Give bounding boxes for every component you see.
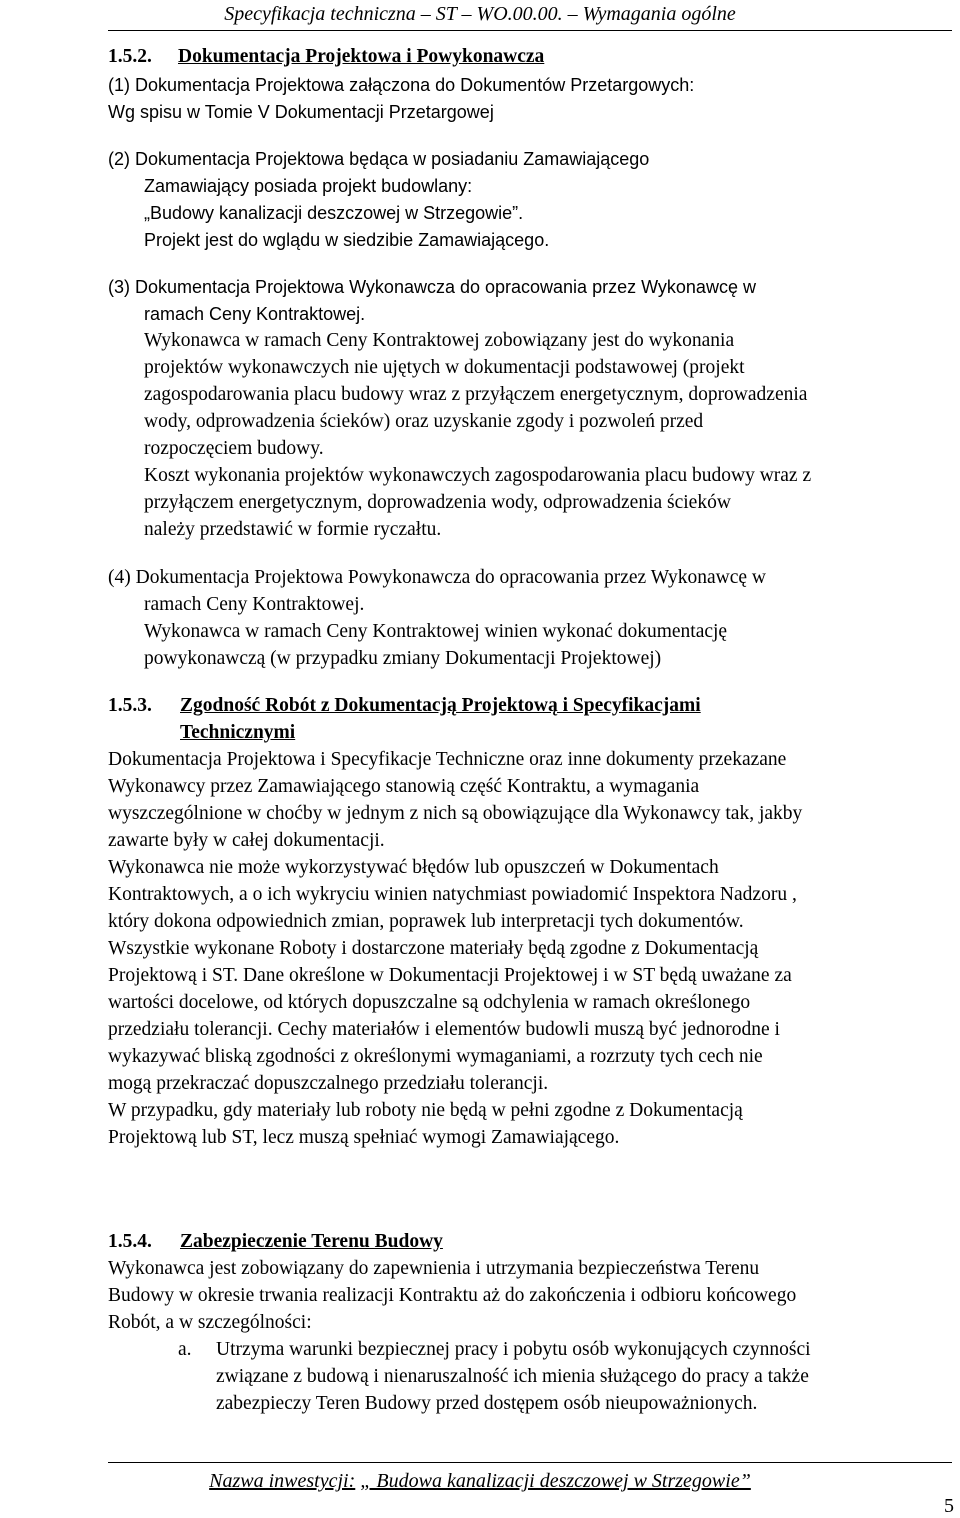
header-rule <box>108 30 952 31</box>
item-1-text: Wg spisu w Tomie V Dokumentacji Przetargowej <box>108 102 494 122</box>
section-number: 1.5.3. <box>108 695 152 716</box>
list-item-line: związane z budową i nienaruszalność ich mienia służącego do pracy a także <box>216 1366 809 1387</box>
list-item-line: zabezpieczy Teren Budowy przed dostępem osób nieupoważnionych. <box>216 1393 758 1414</box>
section-number: 1.5.2. <box>108 46 152 67</box>
paragraph-line: W przypadku, gdy materiały lub roboty nie będą w pełni zgodne z Dokumentacją <box>108 1100 743 1121</box>
item-2-heading: (2) Dokumentacja Projektowa będąca w posiadaniu Zamawiającego <box>108 149 650 169</box>
footer-rule <box>108 1462 952 1463</box>
item-4-heading-cont: ramach Ceny Kontraktowej. <box>144 594 365 615</box>
paragraph-line: Dokumentacja Projektowa i Specyfikacje Techniczne oraz inne dokumenty przekazane <box>108 749 787 770</box>
section-number: 1.5.4. <box>108 1231 152 1252</box>
item-3-text: przyłączem energetycznym, doprowadzenia wody, odprowadzenia ścieków <box>144 492 731 513</box>
item-3-heading: (3) Dokumentacja Projektowa Wykonawcza do opracowania przez Wykonawcę w <box>108 277 756 297</box>
paragraph-line: wyszczególnione w choćby w jednym z nich są obowiązujące dla Wykonawcy tak, jakby <box>108 803 803 824</box>
item-3-heading-cont: ramach Ceny Kontraktowej. <box>144 304 366 324</box>
paragraph-line: wykazywać bliską zgodności z określonymi wymaganiami, a rozrzuty tych cech nie <box>108 1046 763 1067</box>
item-3-text: projektów wykonawczych nie ujętych w dokumentacji podstawowej (projekt <box>144 357 745 378</box>
item-3-text: zagospodarowania placu budowy wraz z przyłączem energetycznym, doprowadzenia <box>144 384 808 405</box>
section-title: Zabezpieczenie Terenu Budowy <box>180 1231 443 1252</box>
running-footer <box>0 1469 960 1493</box>
list-marker: a. <box>178 1339 192 1360</box>
section-1-5-3-heading <box>108 693 701 719</box>
item-2-line: Projekt jest do wglądu w siedzibie Zamawiającego. <box>144 230 550 250</box>
item-3-text: Wykonawca w ramach Ceny Kontraktowej zobowiązany jest do wykonania <box>144 330 735 351</box>
footer-label: Nazwa inwestycji: <box>209 1470 356 1492</box>
section-title: Dokumentacja Projektowa i Powykonawcza <box>178 46 545 67</box>
paragraph-line: Budowy w okresie trwania realizacji Kontraktu aż do zakończenia i odbioru końcowego <box>108 1285 797 1306</box>
item-3-text: należy przedstawić w formie ryczałtu. <box>144 519 442 540</box>
paragraph-line: który dokona odpowiednich zmian, poprawek lub interpretacji tych dokumentów. <box>108 911 744 932</box>
item-4-heading: (4) Dokumentacja Projektowa Powykonawcza do opracowania przez Wykonawcę w <box>108 567 766 588</box>
item-3-text: wody, odprowadzenia ścieków) oraz uzyskanie zgody i pozwoleń przed <box>144 411 704 432</box>
paragraph-line: Wykonawca jest zobowiązany do zapewnienia i utrzymania bezpieczeństwa Terenu <box>108 1258 760 1279</box>
list-item-line: Utrzyma warunki bezpiecznej pracy i pobytu osób wykonujących czynności <box>216 1339 811 1360</box>
paragraph-line: zawarte były w całej dokumentacji. <box>108 830 385 851</box>
paragraph-line: Wykonawcy przez Zamawiającego stanowią część Kontraktu, a wymagania <box>108 776 700 797</box>
footer-value: „ Budowa kanalizacji deszczowej w Strzegowie” <box>360 1470 751 1492</box>
paragraph-line: Wykonawca nie może wykorzystywać błędów lub opuszczeń w Dokumentach <box>108 857 719 878</box>
paragraph-line: Robót, a w szczególności: <box>108 1312 312 1333</box>
paragraph-line: przedziału tolerancji. Cechy materiałów i elementów budowli muszą być jednorodne i <box>108 1019 780 1040</box>
running-header: Specyfikacja techniczna – ST – WO.00.00. – Wymagania ogólne <box>224 3 736 25</box>
paragraph-line: mogą przekraczać dopuszczalnego przedziału tolerancji. <box>108 1073 549 1094</box>
section-title: Zgodność Robót z Dokumentacją Projektową i Specyfikacjami <box>180 695 701 716</box>
paragraph-line: wartości docelowe, od których dopuszczalne są odchylenia w ramach określonego <box>108 992 751 1013</box>
item-1-heading: (1) Dokumentacja Projektowa załączona do Dokumentów Przetargowych: <box>108 75 695 95</box>
item-4-text: powykonawczą (w przypadku zmiany Dokumentacji Projektowej) <box>144 648 662 669</box>
paragraph-line: Projektową i ST. Dane określone w Dokumentacji Projektowej i w ST będą uważane za <box>108 965 792 986</box>
item-4-text: Wykonawca w ramach Ceny Kontraktowej winien wykonać dokumentację <box>144 621 728 642</box>
paragraph-line: Projektową lub ST, lecz muszą spełniać wymogi Zamawiającego. <box>108 1127 620 1148</box>
section-title-cont: Technicznymi <box>180 722 296 743</box>
section-1-5-2-heading <box>108 44 545 70</box>
paragraph-line: Wszystkie wykonane Roboty i dostarczone materiały będą zgodne z Dokumentacją <box>108 938 759 959</box>
item-2-line: Zamawiający posiada projekt budowlany: <box>144 176 473 196</box>
page-number: 5 <box>944 1495 954 1517</box>
section-1-5-4-heading <box>108 1229 443 1255</box>
paragraph-line: Kontraktowych, a o ich wykryciu winien natychmiast powiadomić Inspektora Nadzoru , <box>108 884 797 905</box>
item-3-text: rozpoczęciem budowy. <box>144 438 324 459</box>
item-3-text: Koszt wykonania projektów wykonawczych zagospodarowania placu budowy wraz z <box>144 465 812 486</box>
item-2-line: „Budowy kanalizacji deszczowej w Strzegowie”. <box>144 203 524 223</box>
